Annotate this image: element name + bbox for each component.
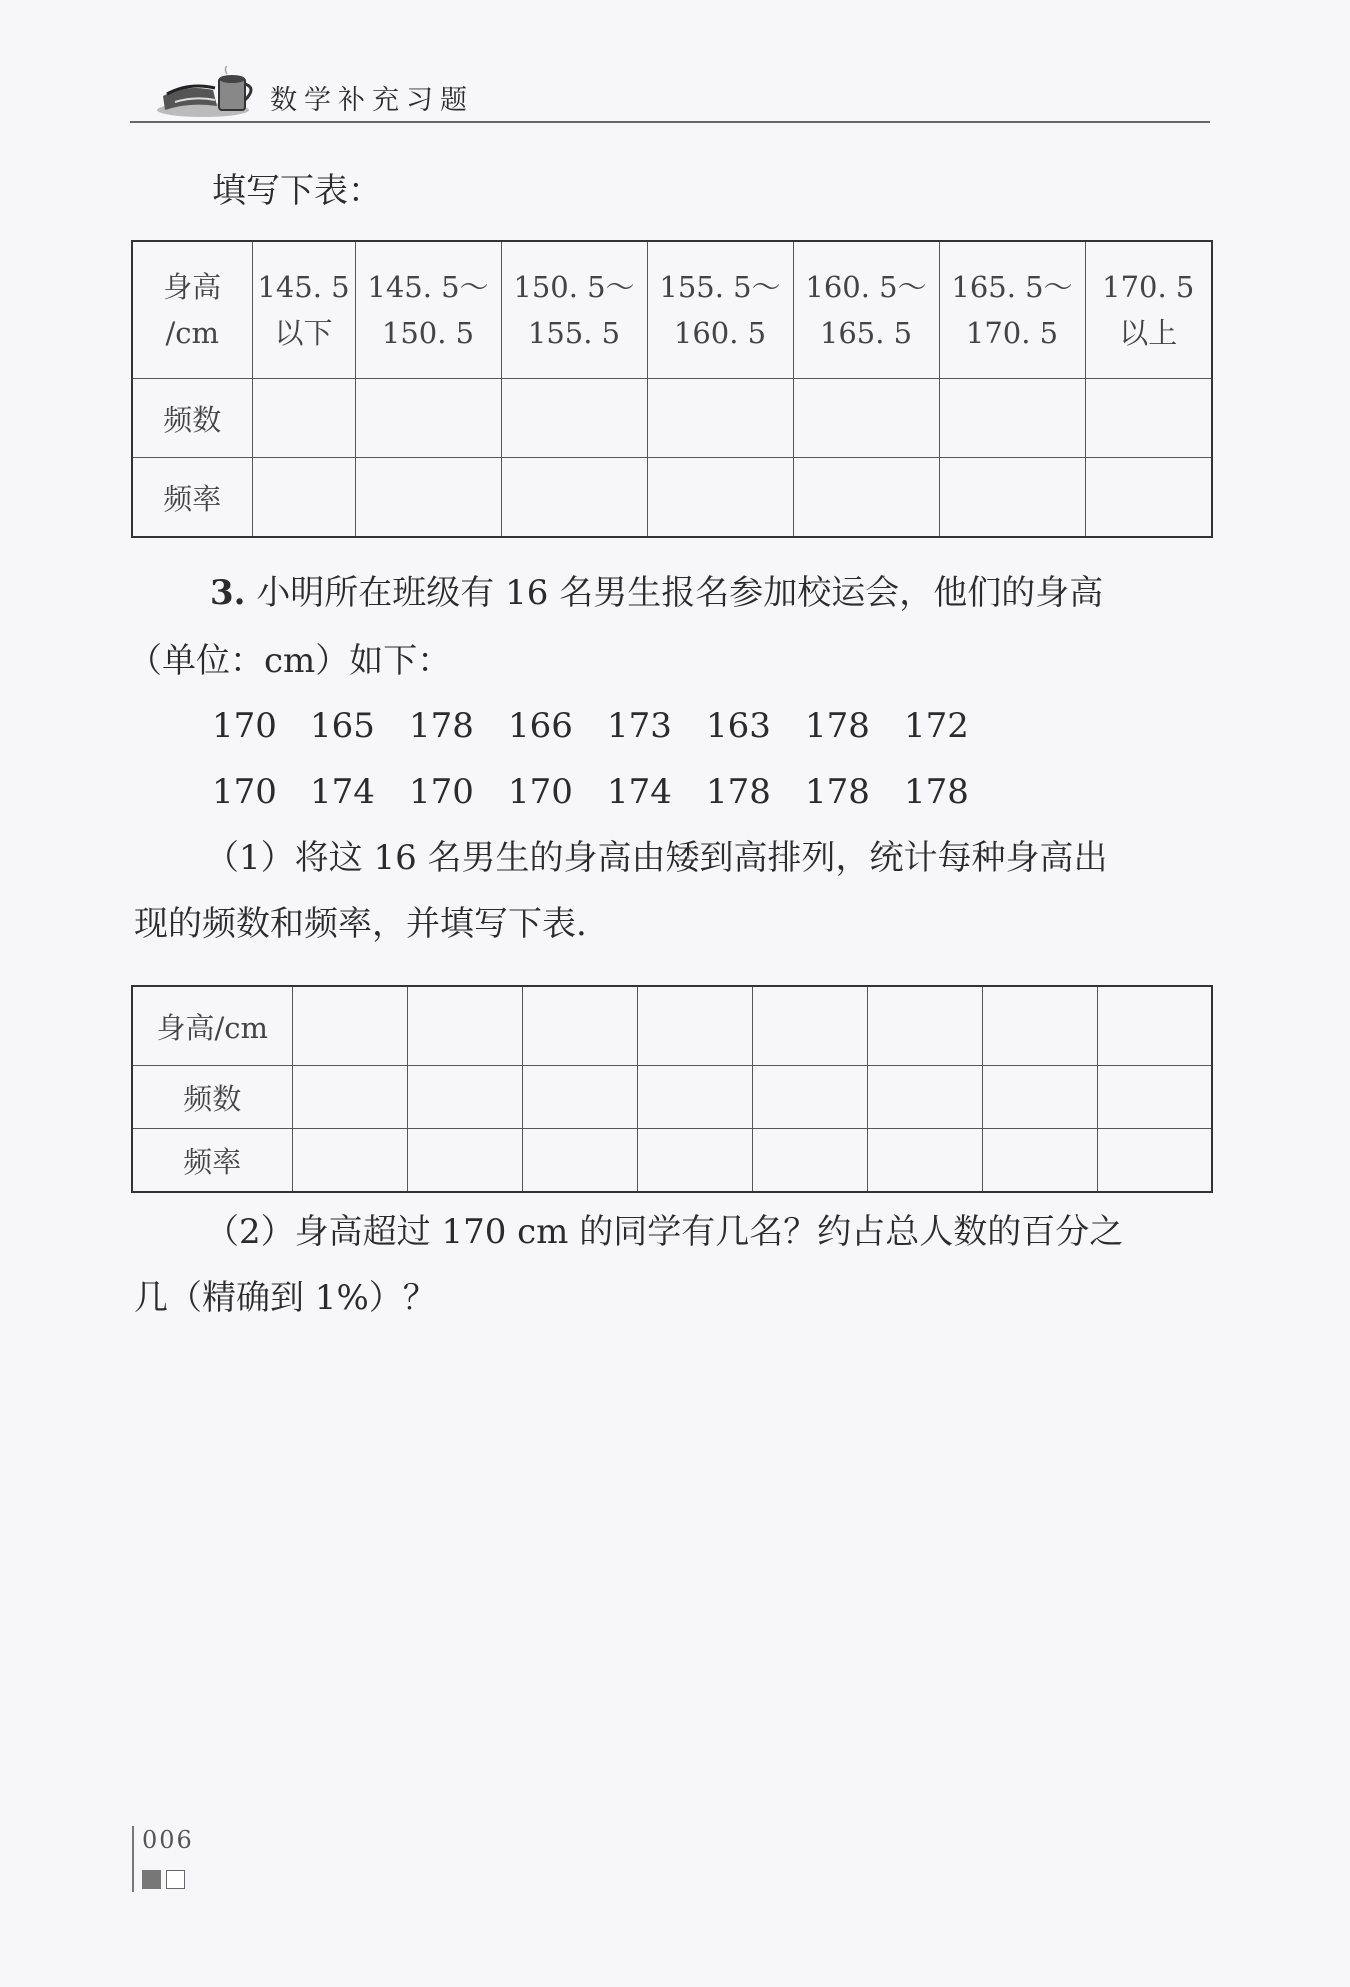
answer-cell[interactable] — [647, 458, 793, 538]
row-label: 频数 — [132, 379, 252, 458]
answer-cell[interactable] — [522, 1129, 637, 1193]
table2-frequency-row — [132, 1066, 1212, 1129]
table1-rate-row — [132, 458, 1212, 538]
answer-cell[interactable] — [637, 1066, 752, 1129]
answer-cell[interactable] — [637, 986, 752, 1066]
books-and-cup-icon — [155, 66, 265, 120]
height-value: 178 — [805, 706, 870, 746]
question-3-line2: （单位：cm）如下： — [128, 641, 452, 681]
answer-cell[interactable] — [522, 1066, 637, 1129]
question-3-line1 — [210, 573, 1103, 613]
book-title: 数学补充习题 — [270, 85, 474, 116]
answer-cell[interactable] — [939, 379, 1085, 458]
answer-cell[interactable] — [939, 458, 1085, 538]
header-divider — [130, 121, 1210, 123]
height-value: 178 — [409, 706, 474, 746]
height-value: 170 — [409, 772, 474, 812]
table1-header-cell: 165. 5～ 170. 5 — [939, 241, 1085, 379]
row-label: 身高/cm — [132, 986, 292, 1066]
answer-cell[interactable] — [647, 379, 793, 458]
table1-header-cell: 身高 /cm — [132, 241, 252, 379]
part-2-line1: （2）身高超过 170 cm 的同学有几名？约占总人数的百分之 — [205, 1212, 1124, 1252]
answer-cell[interactable] — [1085, 458, 1212, 538]
part-1-line1: （1）将这 16 名男生的身高由矮到高排列，统计每种身高出 — [205, 838, 1108, 878]
table1-frequency-row — [132, 379, 1212, 458]
answer-cell[interactable] — [867, 986, 982, 1066]
answer-cell[interactable] — [1097, 1066, 1212, 1129]
table2-height-row — [132, 986, 1212, 1066]
answer-cell[interactable] — [1097, 986, 1212, 1066]
footer-divider — [132, 1826, 134, 1892]
question-number: 3. — [210, 573, 246, 613]
answer-cell[interactable] — [637, 1129, 752, 1193]
answer-cell[interactable] — [522, 986, 637, 1066]
height-value: 172 — [904, 706, 969, 746]
table1-header-cell: 145. 5～ 150. 5 — [355, 241, 501, 379]
question-text: 小明所在班级有 16 名男生报名参加校运会，他们的身高 — [256, 573, 1104, 613]
filled-square-icon — [142, 1870, 161, 1889]
answer-cell[interactable] — [252, 379, 355, 458]
answer-cell[interactable] — [252, 458, 355, 538]
page-number: 006 — [142, 1826, 194, 1854]
height-interval-table — [131, 240, 1213, 538]
part-2-line2: 几（精确到 1%）？ — [134, 1278, 437, 1318]
height-value: 178 — [904, 772, 969, 812]
instruction-text: 填写下表： — [212, 171, 382, 211]
part-1-line2: 现的频数和频率，并填写下表. — [134, 904, 587, 944]
answer-cell[interactable] — [292, 1129, 407, 1193]
answer-cell[interactable] — [793, 458, 939, 538]
answer-cell[interactable] — [407, 986, 522, 1066]
answer-cell[interactable] — [1097, 1129, 1212, 1193]
height-value: 165 — [310, 706, 375, 746]
answer-cell[interactable] — [501, 458, 647, 538]
table1-header-row — [132, 241, 1212, 379]
row-label: 频数 — [132, 1066, 292, 1129]
empty-square-icon — [166, 1870, 185, 1889]
answer-cell[interactable] — [752, 986, 867, 1066]
answer-cell[interactable] — [355, 458, 501, 538]
answer-cell[interactable] — [867, 1129, 982, 1193]
height-value: 173 — [607, 706, 672, 746]
row-label: 频率 — [132, 1129, 292, 1193]
table1-header-cell: 150. 5～ 155. 5 — [501, 241, 647, 379]
table1-header-cell: 170. 5 以上 — [1085, 241, 1212, 379]
table2-rate-row — [132, 1129, 1212, 1193]
height-value: 163 — [706, 706, 771, 746]
answer-cell[interactable] — [1085, 379, 1212, 458]
answer-cell[interactable] — [407, 1129, 522, 1193]
height-frequency-table — [131, 985, 1213, 1193]
answer-cell[interactable] — [292, 1066, 407, 1129]
height-value: 166 — [508, 706, 573, 746]
table1-header-cell: 160. 5～ 165. 5 — [793, 241, 939, 379]
answer-cell[interactable] — [752, 1129, 867, 1193]
answer-cell[interactable] — [752, 1066, 867, 1129]
height-value: 170 — [212, 706, 277, 746]
height-value: 174 — [310, 772, 375, 812]
answer-cell[interactable] — [793, 379, 939, 458]
height-value: 174 — [607, 772, 672, 812]
answer-cell[interactable] — [292, 986, 407, 1066]
table1-header-cell: 155. 5～ 160. 5 — [647, 241, 793, 379]
answer-cell[interactable] — [867, 1066, 982, 1129]
answer-cell[interactable] — [982, 1066, 1097, 1129]
table1-header-cell: 145. 5 以下 — [252, 241, 355, 379]
height-value: 178 — [706, 772, 771, 812]
height-value: 170 — [508, 772, 573, 812]
height-value: 170 — [212, 772, 277, 812]
height-value: 178 — [805, 772, 870, 812]
answer-cell[interactable] — [982, 986, 1097, 1066]
answer-cell[interactable] — [501, 379, 647, 458]
page-header — [130, 60, 1210, 124]
answer-cell[interactable] — [407, 1066, 522, 1129]
answer-cell[interactable] — [982, 1129, 1097, 1193]
answer-cell[interactable] — [355, 379, 501, 458]
row-label: 频率 — [132, 458, 252, 538]
